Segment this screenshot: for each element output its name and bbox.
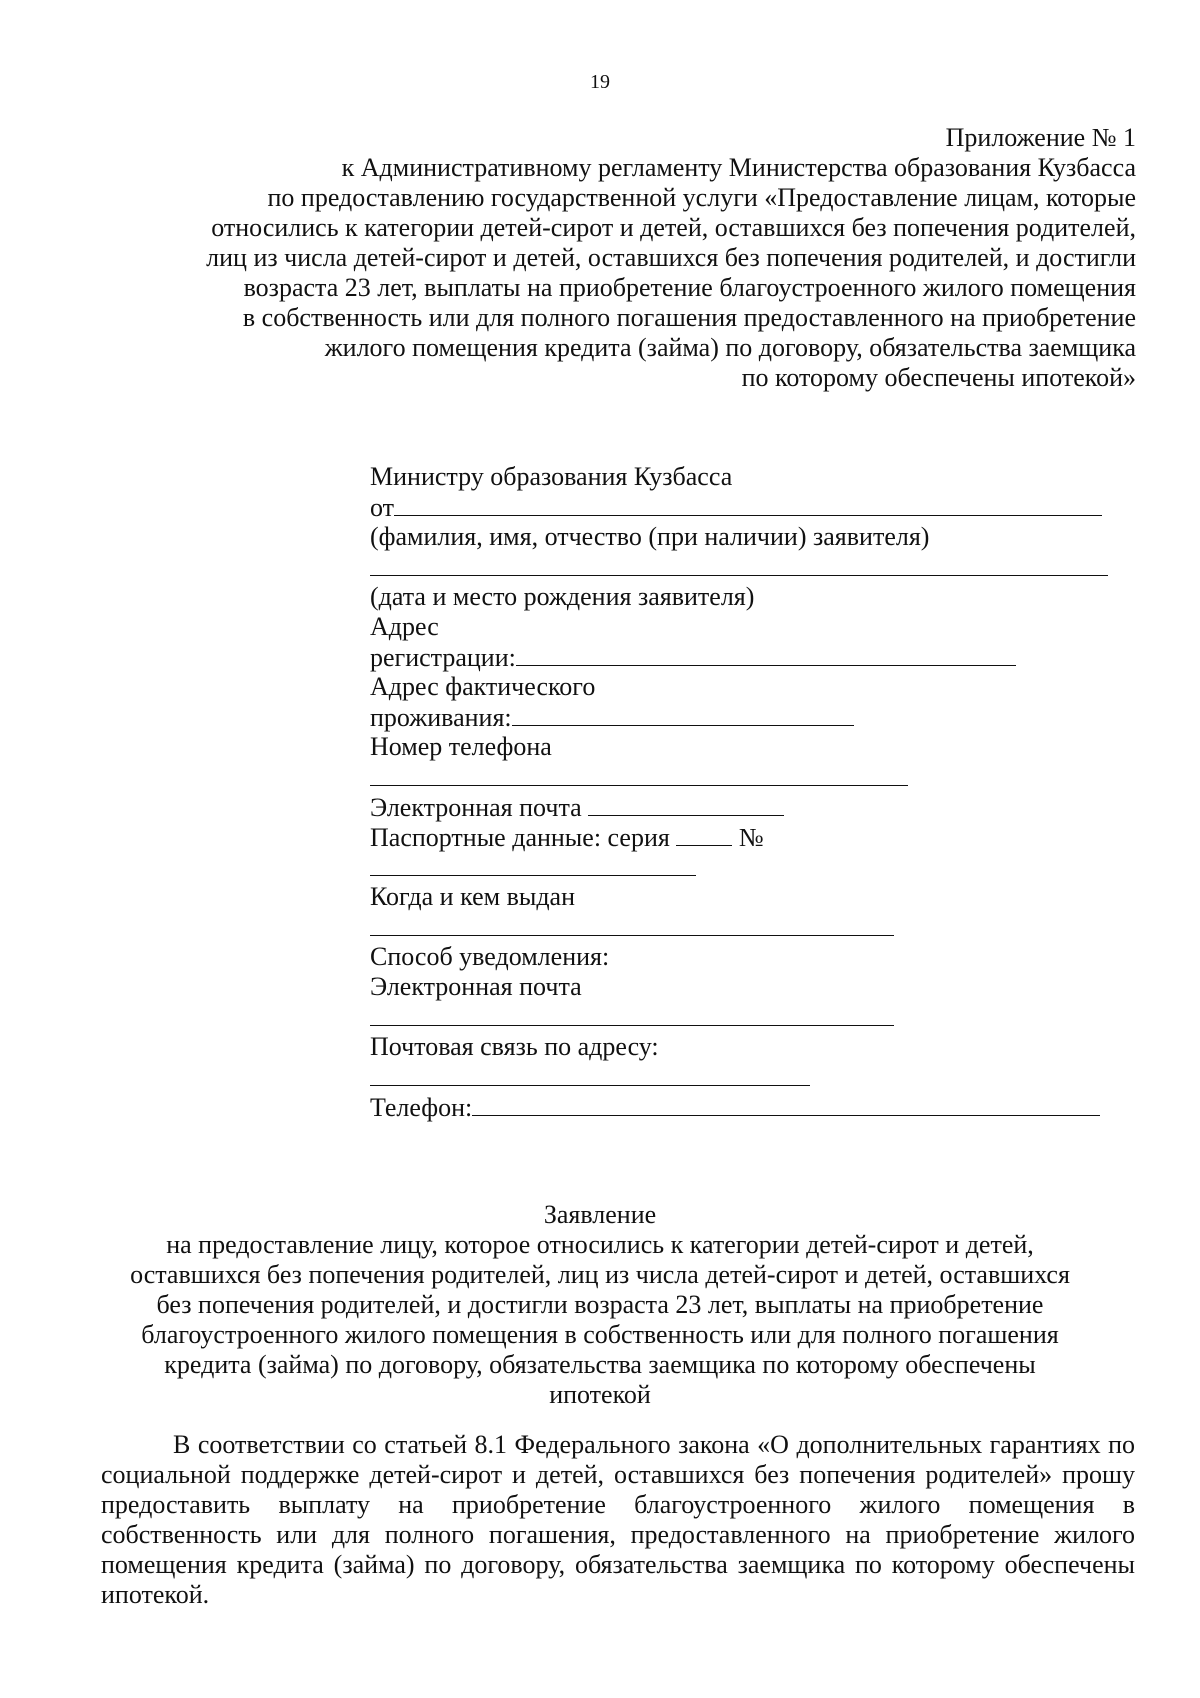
fact-address-label: Адрес фактического [370,672,596,701]
reg-address-label: регистрации: [370,643,516,672]
notify-email-field[interactable] [370,1002,894,1026]
phone-field[interactable] [370,762,908,786]
statement-subtitle-line: кредита (займа) по договору, обязательства заемщика по которому обеспечены [164,1350,1036,1379]
fio-field[interactable] [394,492,1102,516]
appendix-line: Приложение № 1 [945,123,1136,152]
statement-subtitle-line: благоустроенного жилого помещения в собственность или для полного погашения [141,1320,1059,1349]
from-label: от [370,493,395,522]
notify-label: Способ уведомления: [370,942,610,971]
page-number: 19 [590,71,610,93]
notify-post-label: Почтовая связь по адресу: [370,1032,659,1061]
notify-phone-field[interactable] [472,1092,1100,1116]
passport-number-label: № [738,823,764,852]
issued-label: Когда и кем выдан [370,882,576,911]
fact-address-field[interactable] [512,702,854,726]
statement-body [101,1430,1135,1610]
appendix-line: в собственность или для полного погашения предоставленного на приобретение [242,303,1136,332]
statement-title: Заявление [543,1200,657,1229]
appendix-line: к Административному регламенту Министерства образования Кузбасса [341,153,1136,182]
statement-subtitle-line: на предоставление лицу, которое относились к категории детей-сирот и детей, [166,1230,1034,1259]
reg-address-label: Адрес [370,612,439,641]
statement-body-text: В соответствии со статьей 8.1 Федерального закона «О дополнительных гарантиях по социальной поддержке детей-сирот и детей, оставшихся без попечения родителей» прошу предоставить выплату на приобретение благоустроенного жилого помещения в собственность или для полного погашения, предоставленного на приобретение жилого помещения кредита (займа) по договору, обязательства заемщика по которому обеспечены ипотекой. [101,1430,1135,1609]
fact-address-label: проживания: [370,703,512,732]
appendix-line: жилого помещения кредита (займа) по договору, обязательства заемщика [324,333,1136,362]
statement-subtitle-line: оставшихся без попечения родителей, лиц из числа детей-сирот и детей, оставшихся [130,1260,1070,1289]
statement-subtitle-line: без попечения родителей, и достигли возраста 23 лет, выплаты на приобретение [156,1290,1044,1319]
issued-field[interactable] [370,912,894,936]
statement-subtitle-line: ипотекой [549,1380,651,1409]
applicant-form [370,462,1110,1122]
appendix-header [56,123,1136,393]
notify-email-label: Электронная почта [370,972,582,1001]
appendix-line: возраста 23 лет, выплаты на приобретение благоустроенного жилого помещения [243,273,1136,302]
addressee: Министру образования Кузбасса [370,462,733,491]
email-field[interactable] [588,792,784,816]
birth-hint: (дата и место рождения заявителя) [370,582,755,611]
notify-phone-label: Телефон: [370,1093,473,1122]
email-label: Электронная почта [370,793,582,822]
passport-label: Паспортные данные: серия [370,823,670,852]
passport-series-field[interactable] [676,822,732,846]
phone-label: Номер телефона [370,732,552,761]
notify-post-field[interactable] [370,1062,810,1086]
fio-hint: (фамилия, имя, отчество (при наличии) заявителя) [370,522,930,551]
appendix-line: по предоставлению государственной услуги «Предоставление лицам, которые [267,183,1136,212]
appendix-line: лиц из числа детей-сирот и детей, оставшихся без попечения родителей, и достигли [206,243,1136,272]
birth-field[interactable] [370,552,1108,576]
appendix-line: относились к категории детей-сирот и детей, оставшихся без попечения родителей, [211,213,1136,242]
reg-address-field[interactable] [516,642,1016,666]
statement-title-block [0,1200,1200,1410]
passport-number-field[interactable] [370,852,696,876]
appendix-line: по которому обеспечены ипотекой» [741,363,1136,392]
